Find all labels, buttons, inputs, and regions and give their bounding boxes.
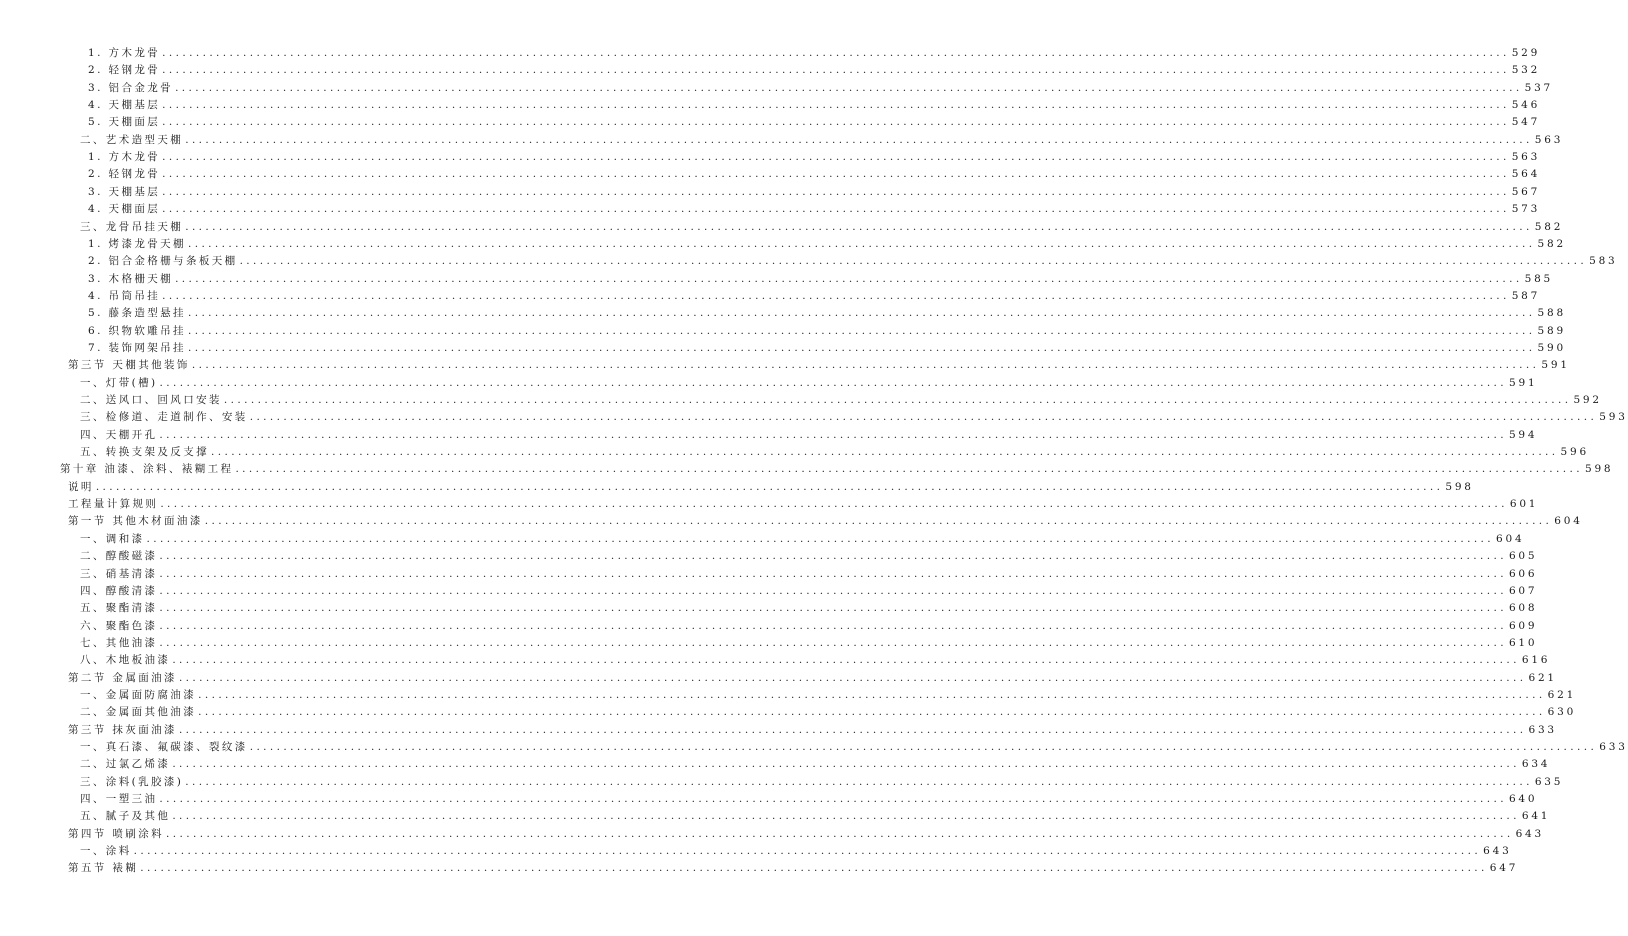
toc-entry[interactable] bbox=[68, 720, 1557, 737]
toc-entry[interactable] bbox=[60, 459, 1614, 476]
toc-dot-leader: ........................................................................................................................................................................................................ bbox=[159, 602, 1507, 615]
toc-page-number: 582 bbox=[1534, 220, 1564, 233]
toc-entry[interactable] bbox=[80, 806, 1551, 823]
toc-entry[interactable] bbox=[68, 511, 1583, 528]
toc-dot-leader: ........................................................................................................................................................................................................ bbox=[162, 151, 1510, 164]
toc-entry[interactable] bbox=[80, 407, 1628, 424]
toc-entry-title: 三、涂料(乳胶漆) bbox=[80, 775, 184, 788]
toc-entry-title: 第三节 天棚其他装饰 bbox=[68, 359, 190, 372]
toc-entry[interactable] bbox=[88, 43, 1541, 60]
toc-dot-leader: ........................................................................................................................................................................................................ bbox=[159, 584, 1507, 597]
toc-dot-leader: ........................................................................................................................................................................................................ bbox=[178, 671, 1527, 684]
toc-entry[interactable] bbox=[80, 130, 1564, 147]
toc-page-number: 606 bbox=[1508, 567, 1538, 580]
toc-entry[interactable] bbox=[68, 824, 1545, 841]
toc-entry-title: 三、龙骨吊挂天棚 bbox=[80, 220, 184, 233]
toc-entry-title: 一、涂料 bbox=[80, 845, 132, 858]
toc-entry[interactable] bbox=[88, 147, 1541, 164]
toc-entry-title: 3. 铝合金龙骨 bbox=[88, 81, 174, 94]
toc-entry[interactable] bbox=[68, 494, 1539, 511]
toc-dot-leader: ........................................................................................................................................................................................................ bbox=[162, 289, 1510, 302]
toc-page-number: 563 bbox=[1511, 151, 1541, 164]
toc-entry-title: 二、金属面其他油漆 bbox=[80, 706, 197, 719]
toc-entry[interactable] bbox=[80, 546, 1538, 563]
toc-entry-title: 一、灯带(槽) bbox=[80, 376, 158, 389]
toc-dot-leader: ........................................................................................................................................................................................................ bbox=[175, 81, 1523, 94]
toc-page-number: 582 bbox=[1537, 237, 1566, 250]
toc-entry-title: 4. 吊筒吊挂 bbox=[88, 289, 161, 302]
toc-entry-title: 二、艺术造型天棚 bbox=[80, 133, 184, 146]
toc-entry[interactable] bbox=[88, 286, 1541, 303]
toc-entry[interactable] bbox=[68, 858, 1519, 875]
toc-page-number: 605 bbox=[1508, 550, 1538, 563]
toc-page-number: 643 bbox=[1483, 845, 1512, 858]
toc-entry-title: 二、送风口、回风口安装 bbox=[80, 394, 222, 406]
toc-entry[interactable] bbox=[80, 841, 1512, 858]
toc-entry-title: 四、一塑三油 bbox=[80, 793, 158, 806]
toc-dot-leader: ........................................................................................................................................................................................................ bbox=[159, 793, 1507, 806]
toc-entry[interactable] bbox=[88, 164, 1541, 181]
toc-page-number: 532 bbox=[1511, 64, 1541, 77]
toc-entry[interactable] bbox=[88, 182, 1541, 199]
toc-dot-leader: ........................................................................................................................................................................................................ bbox=[162, 185, 1510, 198]
toc-entry-title: 5. 藤条造型悬挂 bbox=[88, 307, 186, 320]
toc-dot-leader: ........................................................................................................................................................................................................ bbox=[146, 532, 1495, 545]
toc-entry[interactable] bbox=[80, 442, 1589, 459]
toc-entry[interactable] bbox=[80, 564, 1538, 581]
toc-entry-title: 第一节 其他木材面油漆 bbox=[68, 515, 203, 528]
toc-page-number: 608 bbox=[1508, 602, 1538, 615]
toc-dot-leader: ........................................................................................................................................................................................................ bbox=[185, 220, 1533, 233]
toc-page-number: 587 bbox=[1511, 289, 1541, 302]
toc-entry[interactable] bbox=[80, 390, 1602, 407]
toc-page-number: 633 bbox=[1528, 723, 1557, 736]
toc-page-number: 546 bbox=[1511, 99, 1541, 112]
toc-dot-leader: ........................................................................................................................................................................................................ bbox=[191, 359, 1540, 372]
toc-entry[interactable] bbox=[80, 425, 1538, 442]
toc-dot-leader: ........................................................................................................................................................................................................ bbox=[159, 428, 1507, 441]
toc-dot-leader: ........................................................................................................................................................................................................ bbox=[187, 324, 1536, 337]
toc-entry-title: 4. 天棚基层 bbox=[88, 99, 161, 112]
toc-page-number: 647 bbox=[1489, 862, 1519, 875]
toc-dot-leader: ........................................................................................................................................................................................................ bbox=[172, 810, 1520, 823]
toc-entry-title: 1. 方木龙骨 bbox=[88, 47, 161, 59]
toc-dot-leader: ........................................................................................................................................................................................................ bbox=[162, 64, 1510, 77]
toc-entry-title: 1. 方木龙骨 bbox=[88, 151, 161, 164]
toc-page-number: 592 bbox=[1573, 394, 1602, 406]
toc-page-number: 573 bbox=[1511, 203, 1541, 216]
toc-dot-leader: ........................................................................................................................................................................................................ bbox=[166, 827, 1514, 840]
toc-dot-leader: ........................................................................................................................................................................................................ bbox=[159, 567, 1507, 580]
toc-entry-title: 4. 天棚面层 bbox=[88, 203, 161, 216]
toc-page-number: 630 bbox=[1547, 706, 1577, 719]
toc-entry[interactable] bbox=[68, 668, 1557, 685]
toc-entry[interactable] bbox=[88, 321, 1566, 338]
toc-entry-title: 第五节 裱糊 bbox=[68, 862, 139, 875]
toc-entry[interactable] bbox=[80, 650, 1551, 667]
toc-dot-leader: ........................................................................................................................................................................................................ bbox=[175, 272, 1523, 285]
toc-page-number: 621 bbox=[1528, 671, 1557, 684]
toc-entry-title: 7. 装饰网架吊挂 bbox=[88, 341, 186, 354]
toc-entry-title: 第二节 金属面油漆 bbox=[68, 671, 177, 684]
toc-entry-title: 5. 天棚面层 bbox=[88, 116, 161, 129]
toc-page-number: 610 bbox=[1508, 636, 1538, 649]
toc-dot-leader: ........................................................................................................................................................................................................ bbox=[159, 376, 1508, 389]
toc-page-number: 593 bbox=[1599, 411, 1628, 424]
toc-dot-leader: ........................................................................................................................................................................................................ bbox=[178, 723, 1527, 736]
toc-page-number: 607 bbox=[1508, 584, 1538, 597]
toc-entry-title: 第三节 抹灰面油漆 bbox=[68, 723, 177, 736]
toc-dot-leader: ........................................................................................................................................................................................................ bbox=[95, 480, 1444, 493]
toc-dot-leader: ........................................................................................................................................................................................................ bbox=[235, 463, 1583, 476]
toc-dot-leader: ........................................................................................................................................................................................................ bbox=[185, 775, 1533, 788]
toc-entry[interactable] bbox=[88, 199, 1541, 216]
toc-entry-title: 3. 木格栅天棚 bbox=[88, 272, 174, 285]
toc-entry-title: 2. 轻钢龙骨 bbox=[88, 168, 161, 181]
toc-page-number: 588 bbox=[1537, 307, 1566, 320]
toc-page-number: 633 bbox=[1599, 741, 1628, 753]
toc-entry[interactable] bbox=[80, 737, 1628, 754]
toc-entry-title: 五、腻子及其他 bbox=[80, 810, 171, 823]
toc-entry-title: 3. 天棚基层 bbox=[88, 185, 161, 198]
toc-page-number: 609 bbox=[1508, 619, 1538, 632]
toc-entry-title: 一、调和漆 bbox=[80, 532, 145, 545]
toc-entry-title: 二、醇酸磁漆 bbox=[80, 550, 158, 563]
toc-dot-leader: ........................................................................................................................................................................................................ bbox=[159, 636, 1507, 649]
toc-entry[interactable] bbox=[80, 633, 1538, 650]
toc-entry-title: 六、聚酯色漆 bbox=[80, 619, 158, 632]
toc-page-number: 585 bbox=[1524, 272, 1554, 285]
toc-page-number: 594 bbox=[1508, 428, 1538, 441]
toc-entry-title: 四、天棚开孔 bbox=[80, 428, 158, 441]
toc-entry[interactable] bbox=[68, 477, 1474, 494]
toc-entry-title: 2. 铝合金格栅与条板天棚 bbox=[88, 255, 238, 268]
toc-page-number: 589 bbox=[1537, 324, 1566, 337]
toc-dot-leader: ........................................................................................................................................................................................................ bbox=[198, 688, 1546, 701]
toc-page-number: 641 bbox=[1521, 810, 1551, 823]
toc-entry[interactable] bbox=[80, 789, 1538, 806]
toc-dot-leader: ........................................................................................................................................................................................................ bbox=[162, 99, 1510, 112]
toc-dot-leader: ........................................................................................................................................................................................................ bbox=[187, 307, 1536, 320]
toc-dot-leader: ........................................................................................................................................................................................................ bbox=[162, 116, 1510, 129]
toc-page-number: 598 bbox=[1445, 480, 1474, 493]
toc-page-number: 634 bbox=[1521, 758, 1551, 771]
toc-dot-leader: ........................................................................................................................................................................................................ bbox=[133, 845, 1482, 858]
toc-entry[interactable] bbox=[80, 702, 1577, 719]
toc-entry-title: 二、过氯乙烯漆 bbox=[80, 758, 171, 771]
toc-entry[interactable] bbox=[88, 234, 1566, 251]
toc-entry-title: 第十章 油漆、涂料、裱糊工程 bbox=[60, 463, 234, 476]
toc-dot-leader: ........................................................................................................................................................................................................ bbox=[223, 394, 1572, 406]
toc-entry-title: 工程量计算规则 bbox=[68, 498, 159, 511]
toc-entry[interactable] bbox=[88, 78, 1554, 95]
toc-page-number: 643 bbox=[1515, 827, 1545, 840]
toc-page-number: 604 bbox=[1496, 532, 1525, 545]
toc-entry[interactable] bbox=[80, 685, 1577, 702]
toc-entry-title: 四、醇酸清漆 bbox=[80, 584, 158, 597]
toc-page-number: 590 bbox=[1537, 341, 1566, 354]
toc-dot-leader: ........................................................................................................................................................................................................ bbox=[172, 758, 1520, 771]
toc-page-number: 547 bbox=[1511, 116, 1541, 129]
toc-dot-leader: ........................................................................................................................................................................................................ bbox=[172, 654, 1520, 667]
toc-dot-leader: ........................................................................................................................................................................................................ bbox=[187, 237, 1536, 250]
toc-page-number: 591 bbox=[1541, 359, 1570, 372]
toc-dot-leader: ........................................................................................................................................................................................................ bbox=[159, 550, 1507, 563]
toc-dot-leader: ........................................................................................................................................................................................................ bbox=[162, 47, 1510, 59]
toc-page-number: 601 bbox=[1509, 498, 1539, 511]
toc-entry-title: 五、聚酯清漆 bbox=[80, 602, 158, 615]
toc-entry-title: 三、检修道、走道制作、安装 bbox=[80, 411, 248, 424]
toc-entry-title: 说明 bbox=[68, 480, 94, 493]
toc-dot-leader: ........................................................................................................................................................................................................ bbox=[187, 341, 1536, 354]
toc-dot-leader: ........................................................................................................................................................................................................ bbox=[239, 255, 1588, 268]
toc-page-number: 564 bbox=[1511, 168, 1541, 181]
toc-entry-title: 一、真石漆、氟碳漆、裂纹漆 bbox=[80, 741, 248, 753]
toc-entry-title: 八、木地板油漆 bbox=[80, 654, 171, 667]
toc-entry[interactable] bbox=[88, 269, 1554, 286]
toc-dot-leader: ........................................................................................................................................................................................................ bbox=[162, 203, 1510, 216]
toc-page-number: 598 bbox=[1584, 463, 1614, 476]
toc-page-number: 635 bbox=[1534, 775, 1564, 788]
toc-page-number: 591 bbox=[1509, 376, 1538, 389]
toc-entry-title: 2. 轻钢龙骨 bbox=[88, 64, 161, 77]
toc-page-number: 604 bbox=[1554, 515, 1583, 528]
toc-entry[interactable] bbox=[80, 581, 1538, 598]
toc-entry[interactable] bbox=[88, 60, 1541, 77]
toc-dot-leader: ........................................................................................................................................................................................................ bbox=[211, 446, 1559, 459]
toc-entry-title: 三、硝基清漆 bbox=[80, 567, 158, 580]
toc-entry-title: 6. 织物软雕吊挂 bbox=[88, 324, 186, 337]
toc-page-number: 537 bbox=[1524, 81, 1554, 94]
toc-dot-leader: ........................................................................................................................................................................................................ bbox=[204, 515, 1553, 528]
toc-entry[interactable] bbox=[80, 373, 1538, 390]
toc-page-number: 563 bbox=[1534, 133, 1564, 146]
toc-entry[interactable] bbox=[88, 95, 1541, 112]
toc-entry-title: 五、转换支架及反支撑 bbox=[80, 446, 209, 459]
toc-entry[interactable] bbox=[80, 772, 1564, 789]
toc-page-number: 616 bbox=[1521, 654, 1551, 667]
toc-dot-leader: ........................................................................................................................................................................................................ bbox=[162, 168, 1510, 181]
toc-entry[interactable] bbox=[80, 217, 1564, 234]
toc-entry[interactable] bbox=[80, 616, 1538, 633]
toc-dot-leader: ........................................................................................................................................................................................................ bbox=[159, 619, 1507, 632]
toc-entry-title: 第四节 喷刷涂料 bbox=[68, 827, 165, 840]
toc-entry[interactable] bbox=[80, 598, 1538, 615]
toc-dot-leader: ........................................................................................................................................................................................................ bbox=[198, 706, 1546, 719]
toc-page-number: 567 bbox=[1511, 185, 1541, 198]
toc-page-number: 583 bbox=[1589, 255, 1618, 268]
toc-entry[interactable] bbox=[68, 355, 1570, 372]
toc-dot-leader: ........................................................................................................................................................................................................ bbox=[249, 411, 1598, 424]
toc-entry[interactable] bbox=[88, 251, 1618, 268]
toc-entry-title: 一、金属面防腐油漆 bbox=[80, 688, 197, 701]
toc-entry[interactable] bbox=[88, 112, 1541, 129]
toc-entry-title: 七、其他油漆 bbox=[80, 636, 158, 649]
toc-dot-leader: ........................................................................................................................................................................................................ bbox=[249, 741, 1598, 753]
toc-page-number: 529 bbox=[1511, 47, 1541, 59]
toc-dot-leader: ........................................................................................................................................................................................................ bbox=[185, 133, 1533, 146]
toc-page-number: 621 bbox=[1547, 688, 1577, 701]
toc-dot-leader: ........................................................................................................................................................................................................ bbox=[140, 862, 1488, 875]
toc-entry[interactable] bbox=[80, 529, 1525, 546]
toc-entry[interactable] bbox=[80, 754, 1551, 771]
toc-page-number: 640 bbox=[1508, 793, 1538, 806]
toc-dot-leader: ........................................................................................................................................................................................................ bbox=[160, 498, 1508, 511]
toc-entry[interactable] bbox=[88, 303, 1566, 320]
toc-entry-title: 1. 烤漆龙骨天棚 bbox=[88, 237, 186, 250]
toc-entry[interactable] bbox=[88, 338, 1566, 355]
toc-page-number: 596 bbox=[1560, 446, 1589, 459]
